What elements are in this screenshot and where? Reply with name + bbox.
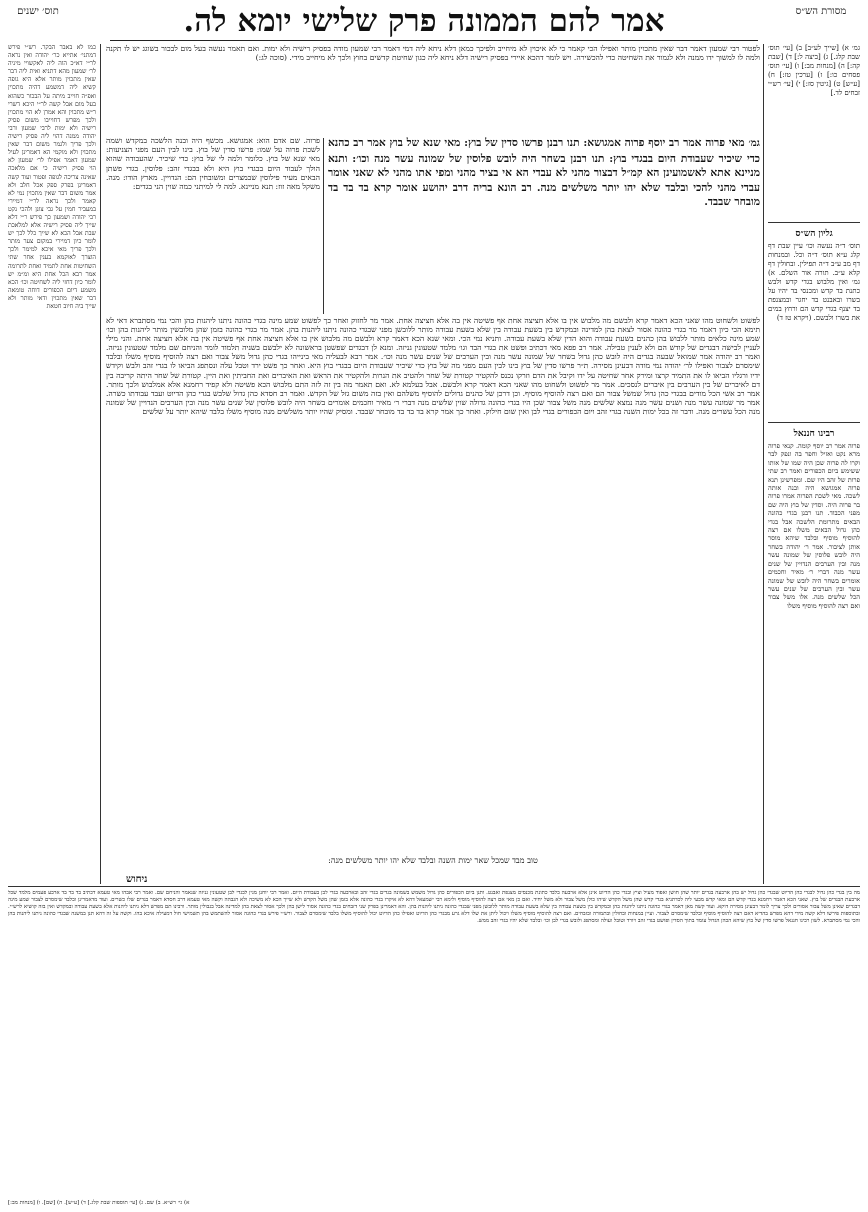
rabbeinu-chananel-text: פרוה אמר רב יוסף קומה. קנאי פרוה מרא נקט ואזיל וחפר בה ונפק לבר וקרו לה פרוה שכן היה שמו של אותו ששימש ביום הכפורים ואמר רב שתי פרות של זהב היו שם. ומפרשינן תנא פרוה אמגושא היה ובנה אותה לשכה. מאי לשכת הפרוה אמרו פרוה בר פרוה היה. וסדין של בוץ היה שם מפני הכבוד. תנו רבנן בגדי כהונה הבאים מתרומת הלשכה אבל בגדי כהן גדול הבאים משלו אם רצה להוסיף מוסיף ובלבד שיהא מוסר אותן לציבור. אמר ר׳ יהודה בשחר היה לובש פלוסין של שמונה עשר מנה ובין הערבים הנדויין של שנים עשר מנה דברי ר׳ מאיר וחכמים אומרים בשחר היה לובש של שמונה עשר ובין הערבים של שנים עשר הכל שלשים מנה. אלו משל צבור ואם רצה להוסיף מוסיף משלו [768, 442, 860, 610]
left-column-text: כמו לא באבר הבקר. רש״י פירש דמתני׳ אתייא כר׳ יהודה ואין נראה לר״י דא״כ הוה ליה לאקשויי מיניה לר׳ שמעון מהא דתניא ואית ליה דבר שאין מתכוין מותר אלא היא גופה קשיא ליה דמשמע דהיה מתכוין ואפ״ה חוייב מיתה על הבכור כשהוא בעל מום אבל קשה לר״י היכא דשרי ר״ש מתכוין והא אמרן לא הוי מתכוין ולכך מפרש דחוייבו משום פסיק רישיה ולא ימות לרבי שמעון ורבי יהודה ממנה דהוי ליה פסיק רישיה ולכך פריך ולגמר משום דבר שאין מתכוין ולא מוקמי הא דאמרינן לעיל שמעון דאמר אפילו לר׳ שמעון לא הוי פסיק רישיה כי אם מלאכה שאינה צריכה לגופה ופטור ועוד קשה דאמרינן בפרק ספק אכל חלב ולא אמר משום דבר שאין מתכוין נמי לא קאמר ולכך נראה לר״י דמיירי במעביר חמין על גבי צונן ולהכי נקט רבי יהודה ושמעון כך פירש ר״י דלא שייך ליה פסיק רישיה אלא למלאכת שבת אבל הכא לא שייך כלל לכך יש לומר כיון דמיירי במקום צער מותר ולכך פריך מאי איכא למימר ולכך הוצרך לאוקמא בענין אחר שתי השחיטות אחת לתמיד ואחת לתרומה אמר רבא הכל אחת היא ומ״מ יש לומר כיון דחזי ליה לשחיטה וכו׳ הכא משמע דיום הכפורים דוחה טומאה דבר שאין מתכוין ודאי מותר ולא שייך ביה חיוב חטאת [8, 44, 96, 310]
header-left-label: תוס׳ ישנים [17, 6, 59, 17]
right-column-divider [763, 44, 764, 884]
gemara-text: מאי פרוה אמר רב יוסף פרוה אמגושא: תנו רבנן פרשו סדין של בוץ: מאי שנא של בוץ אמר רב כהנא כדי שיכיר שעבודת היום בבגדי בוץ: תנו רבנן בשחר היה לובש פלוסין של שמונה עשר מנה וכו׳: ותנא מניינא אתא לאשמועינן הא קמ״ל דבצור מהני לא עבדי הא אי בציר מהני ומפי אתו מהני לא שאני אומר עבדי מהני להכי ובלבד שלא יהו יותר משלשים מנה. רב הונא בריה דרב יהושע אומר קרא בד בד בד מובחר שבבד. [328, 137, 760, 209]
footer-references: א) גי׳ רש״א. ב) שם. ג) [עי׳ תוספות שבת קלג.] ד) [ע״ש]. ה) [שם]. ו) [מנחות מב:] [8, 1200, 190, 1206]
right-divider-1 [768, 222, 860, 223]
catchword: ניחוש [126, 874, 148, 885]
left-column-divider [100, 44, 101, 884]
bottom-section-rule [8, 886, 860, 887]
masoret-hashas-text: גמ׳ א) [שייך לע״ב] ב) [עי׳ תוס׳ שבת קלג.] ג) [ביצה ל:] ד) [שבת קה:] ה) [מנחות מב:] ו) [עי׳ תוס׳ פסחים כו:] ז) [ערכין טז:] ח) [ע״ש] ט) [גיטין סז:] י) [עי׳ רש״י זבחים לד.] [768, 44, 860, 97]
gilyon-hashas-title: גליון הש״ס [795, 229, 833, 239]
gemara-text-block [328, 136, 760, 314]
gemara-rashi-divider [323, 138, 324, 314]
header-right-label: מסורת הש״ס [795, 6, 847, 17]
gilyon-hashas-column [768, 226, 860, 323]
bottom-notes-text: מה בין בגדי כהן גדול לבגדי כהן הדיוט שבגדי כהן גדול יש בהן ארבעה בגדים יותר שהן חושן ואפוד מעיל וציץ ובגדי כהן הדיוט אינן אלא ארבעה בלבד כתונת מכנסים מצנפת ואבנט. ותנן ביום הכפורים כהן גדול משמש בשמונה בגדים בגדי זהב ובארבעה בגדי לבן בעבודת היום. ואמר רבי יוחנן מנין לבגדי לבן שטעונין גניזה שנאמר והניחם שם. ואמר רבי אבהו מאי טעמא דכתיב בד בד בד ארבע פעמים מלמד שכל ארבעת הבגדים של בוץ. שאני הכא דאמר רחמנא בגדי קדש הם ומאי קדש מבעי ליה לכדתניא בגדי קדש שהן משל הקדש שיהו כולן משל צבור ולא משל יחיד. ואם כן מאי אם רצה להוסיף מוסיף ולימא רבי ישמעאל דהא לא איקרו בגדי כהונה אלא בזמן שהן משל הקדש ולא שייך הכא לא משיכה ולא הגבהה וקשה מאי טעמא דרב חסדא דאמר בגדים שלו כשרים. ועוד מדאמרינן ובלבד שימסרם לצבור שמע מינה דבגדים שאינן משל צבור אסורים ולכך צריך לומר דבעינן מסירה דוקא. ועוד קשה מאן דאמר בגדי כהונה ניתנו ליהנות בהן ובמקדש בין בשעת עבודה בין שלא בשעת עבודה מותר ללובשן מפני שבגדי כהונה ניתנו ליהנות בהן. והא דאמרינן בפרק שני דזבחים בגדי כהונה אסור לישן בהן ולכך אסור לצאת בהן למדינה אבל בגבולין מותר. ורבינו תם מפרש דלא ניתנו ליהנות אלא בשעת עבודה ובמקדש ואין בזה קושיא לרש״י. ובתוספות פירשו דלא קשה מידי דהא מפרש בהדיא דאם רצה להוסיף מוסיף ובלבד שימסרם לצבור. ועיין במנחות ובחולין ובתמורה ובזבחים. ואם רצה להוסיף מוסיף משלו ויכול ליתן את שלו דלא גרע מבגדי כהן הדיוט ואפילו כהן הדיוט יכול להוסיף משלו בלבד שימסרם לצבור. ורש״י פירש בגדי כהונה אסור להשתמש בהן תשמישי חול דמעילה איכא בהו. וקשה על זה דהא תנן במשנה שבגדי כהונה ניתנו ליהנות בהן והכי נמי מסתברא. לשון רבינו חננאל פרשו סדין של בוץ שיהא הכהן הגדול עומד בתוך הסדין ופושט בגדי זהב ויורד וטובל ועולה ומסתפג ולובש בגדי לבן וכו׳ ובלבד שלא יהיו בגדי זהב ממש. [8, 890, 860, 925]
rabbeinu-chananel-title: רבינו חננאל [793, 429, 835, 439]
top-commentary-text: לפטור רבי שמעון דאמר דבר שאין מתכוין מותר ואפילו הכי קאמר כי לא איכוין לא מיחייב ולפיכך כמאן דלא ניחא ליה דמי דאמר רבי שמעון מודה בפסיק רישיה ולא ימות. ואם תאמר נעשה בעל מום לבכור בשוגג יש לו תקנה ולמה לו למשוך ידו ממנה ולא לגמור את השחיטה כדי להכשירה. ויש לומר דהכא איירי בפסיק רישיה דלא ניחא ליה כגון שחיטת קדשים בחוץ ולכך לא מיחייב מידי. (סוכה לג:) [106, 44, 760, 63]
gemara-opening-word: גמ׳ [748, 138, 760, 149]
rashi-commentary-block [106, 136, 320, 314]
tosafot-closing-line: טוב מבד שמכל שאר ימות השנה ובלבד שלא יהו יותר משלשים מנה: [328, 856, 538, 865]
top-commentary-block [106, 44, 760, 136]
gilyon-hashas-text: תוס׳ ד״ה נעשה וכו׳ עיין שבת דף קלג ע״א תוס׳ ד״ה וכל. ובמנחות דף מב ע״ב ד״ה תפילין. ובחולין דף קלא ע״ב. תורה אור השלם. א) גמ׳ ואין מלבוש בגדי קדש ולבש כתנת בד קדש ומכנסי בד יהיו על בשרו ובאבנט בד יחגר ובמצנפת בד יצנף בגדי קדש הם ורחץ במים את בשרו ולבשם. (ויקרא טז ד) [768, 242, 860, 322]
page-title: אמר להם הממונה פרק שלישי יומא לה. [183, 3, 665, 39]
header-rule [110, 40, 758, 41]
rashi-commentary-text: פרוה. שם אדם הוא: אמגושא. מכשף היה ובנה הלשכה במקדש ושמה לשכת פרוה על שמו: פרשו סדין של בוץ. בינו לבין העם מפני הצניעות: מאי שנא של בוץ. כלומר ולמה לי של בוץ: כדי שיכיר. שהעבודה שהוא הולך לעבוד היום בבגדי בוץ היא ולא בבגדי זהב: פלוסין. בגדי פשתן הבאים מעיר פילוסין שבמצרים ומשובחין הם: הנדויין. מארץ הודו: מנה. משקל מאה זוז: תנא מניינא. למה לי למיתני כמה שוין הני בגדים: [106, 136, 320, 192]
right-divider-2 [768, 422, 860, 423]
bottom-notes-block [8, 890, 860, 1198]
masoret-hashas-column [768, 44, 860, 98]
tosafot-commentary-text: לפשוט ולשחוט מהו שאני הכא דאמר קרא ולבשם מה מלבוש אין בו אלא חציצה אחת אף פשיטה אין בה אלא חציצה אחת. אמר מר לחזוק ואחר כך לפשוט שמע מינה בגדי כהונה ניתנו ליהנות בהן והכי נמי מסתברא דאי לא תימא הכי כיון דאמר מר בגדי כהונה אסור לצאת בהן למדינה ובמקדש בין בשעת עבודה בין שלא בשעת עבודה מותר ללובשן מפני שבגדי כהונה ניתנו ליהנות בהן. אמר מר בגדי כהונה בזמן שהן מלובשין מותר ליהנות בהן וכו׳ שמע מינה כלאים מותר ללבוש בהן כהנים בשעת עבודה והוא הדין שלא בשעת עבודה. ותניא נמי הכי. ומאי שנא הכא דאמר קרא ולבשם מה מלבוש אין בו אלא חציצה אחת אף פשיטה אין בה אלא חציצה אחת. והני מילי לעניין לבישה דבגדים של קודש הם ולא לענין טבילה. אמר רב פפא מאי דכתיב ופשט את בגדי הבד וגו׳ מלמד שטעונין גניזה. ומנא לן דבגדים שפשטן בראשונה לא ילבשם בשניה תלמוד לומר והניחם שם מלמד שטעונין גניזה. ואמר רב יהודה אמר שמואל שבעה בגדים היה לובש כהן גדול בשחר של שמונה עשר מנה ובין הערבים של שנים עשר מנה וכו׳. אמר רבא לבעליה מאי בינייהו בגדי כהן גדול משל צבור ואם רצה להוסיף מוסיף משלו ובלבד שימסרם לצבור ואפילו לר׳ יהודה נמי מודה דבעינן מסירה. ת״ר פרשו סדין של בוץ בינו לבין העם מפני מה של בוץ כדי שיכיר שעבודת היום בבגדי בוץ היא. ואחר כך פשט ירד וטבל עלה ונסתפג הביאו לו בגדי זהב ולבש וקידש ידיו ורגליו הביאו לו את התמיד קרצו ומירק אחר שחיטה על ידו וקיבל את הדם וזרקו נכנס להקטיר קטורת של שחר ולהטיב את הנרות ולהקטיר את הראש ואת האיברים ואת החביתין ואת היין. קטורת של שחר היתה קריבה בין דם לאיברים של בין הערבים בין איברים לנסכים. אמר מר לפשוט ולשחוט מהו שאני הכא דאמר קרא ולבשם. אבל בעלמא לא. ואם תאמר מה בין זה לזה התם מלבוש הכא פשיטה ולא קפיד רחמנא אלא אמלבוש ולכך מותר. אמר רב אשי הכל מודים בבגדי כהן גדול שמשל צבור הם ואם רצה להוסיף מוסיף. וכן דרכן של כהנים גדולים להוסיף משלהם ואין בזה משום גזל של הקדש. ואמר רב חסדא כהן גדול שלבש בגדי כהן הדיוט ועבד עבודתו כשרה. אמר מר שמונה עשר מנה ושנים עשר מנה נמצא שלשים מנה משל צבור שכן היו בגדי כהונה גדולה שוין שלשים מנה דברי ר׳ מאיר וחכמים אומרים בשחר היה לובש פלוסין של שנים עשר מנה ובין הערבים הנדויין של שמונה מנה הכל עשרים מנה. ודבר זה בכל ימות השנה בגדי זהב ויום הכפורים בגדי לבן ואין שום חילוק. ואחר כך אמר קרא בד בד בד מובחר שבבד. ומסיק שהיו יותר משלשים מנה מוסיף משלו בלבד שיהא יותר על שלשים [106, 316, 760, 416]
tosafot-commentary-block [106, 316, 760, 856]
